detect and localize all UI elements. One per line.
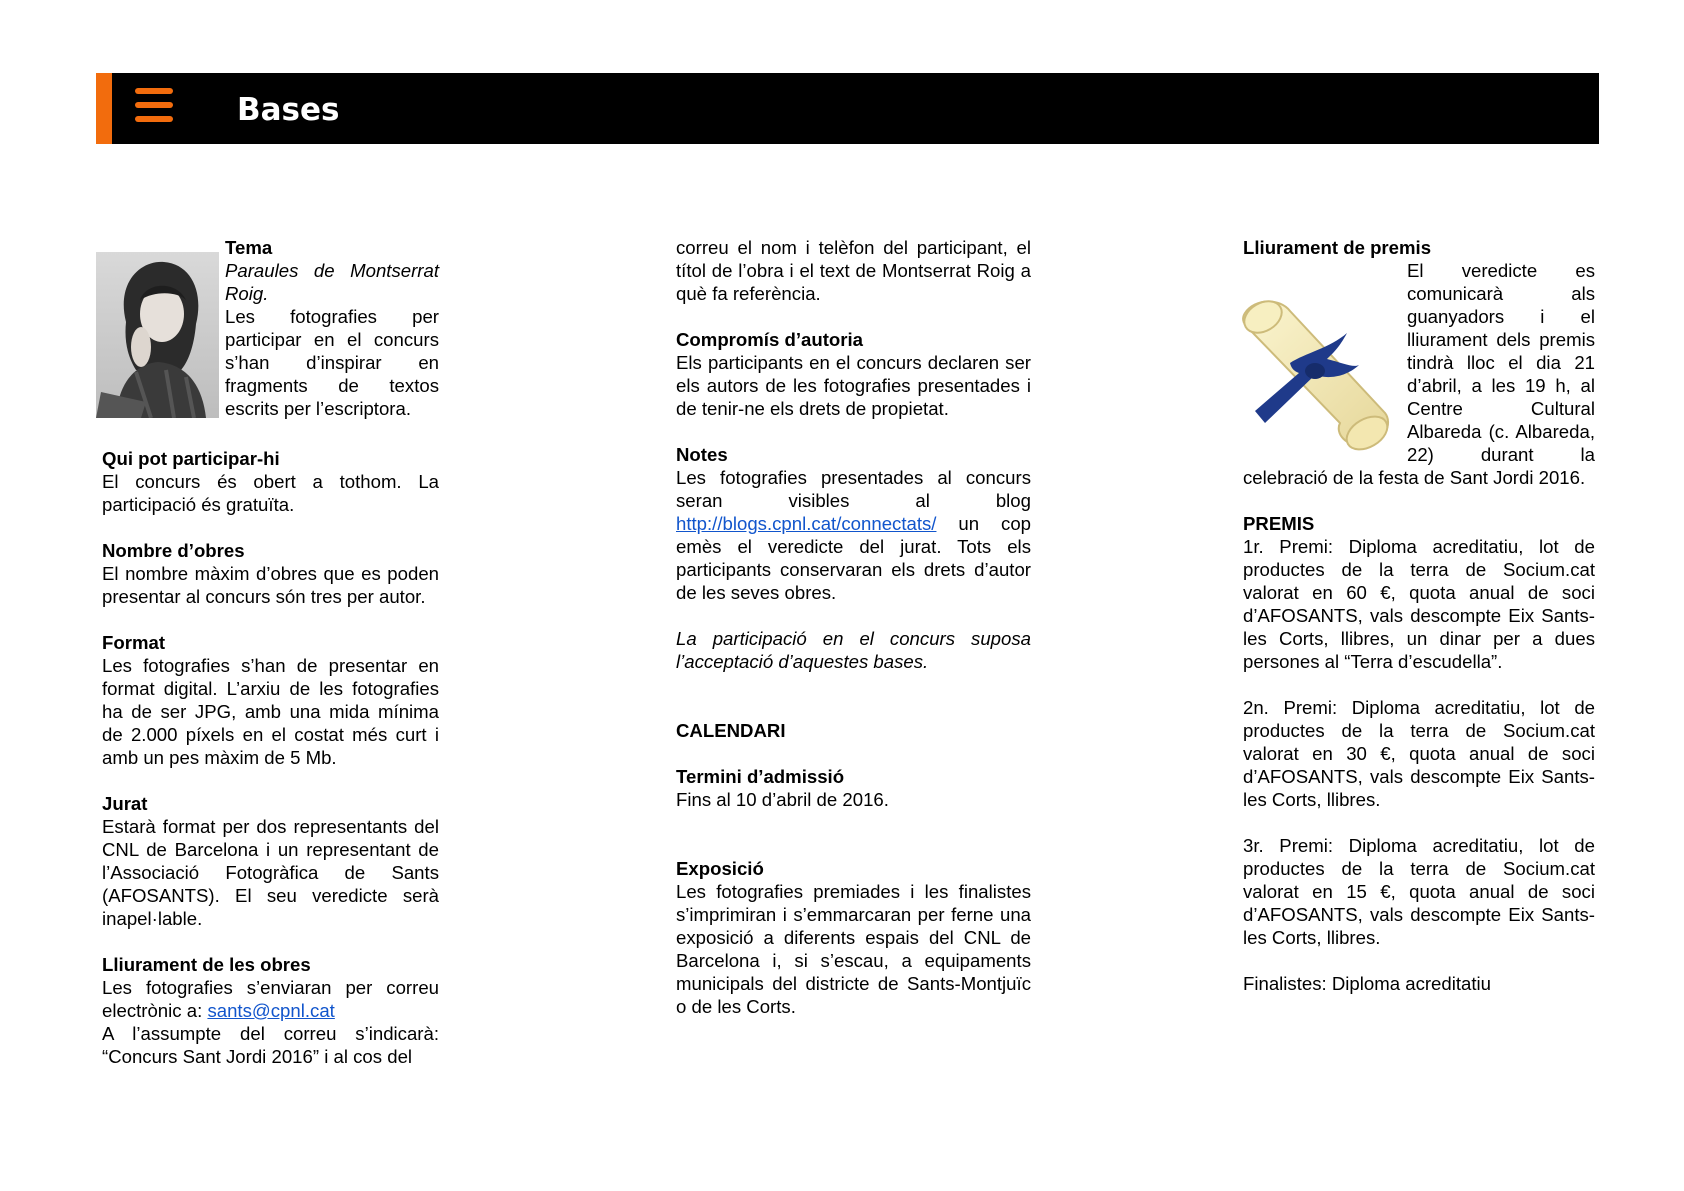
premi-2-text: 2n. Premi: Diploma acreditatiu, lot de productes de la terra de Socium.cat valorat en 30 €, quota anual de soci d’AFOSANTS, vals descompte Eix Sants-les Corts, llibres.	[1243, 697, 1595, 810]
nombre-text: El nombre màxim d’obres que es poden presentar al concurs són tres per autor.	[102, 563, 439, 607]
notes-text-before: Les fotografies presentades al concurs seran visibles al blog	[676, 467, 1031, 511]
tema-heading: Tema	[225, 237, 273, 258]
autoria-heading: Compromís d’autoria	[676, 329, 863, 350]
column-3	[1243, 236, 1595, 995]
format-heading: Format	[102, 632, 166, 653]
termini-heading: Termini d’admissió	[676, 766, 845, 787]
autoria-text: Els participants en el concurs declaren ser els autors de les fotografies presentades i de tenir-ne els drets de propietat.	[676, 352, 1031, 419]
lliurament-obres-text-before: Les fotografies s’enviaran per correu electrònic a:	[102, 977, 439, 1021]
jurat-heading: Jurat	[102, 793, 148, 814]
hamburger-menu-icon[interactable]	[135, 88, 173, 122]
continuation-text: correu el nom i telèfon del participant, el títol de l’obra i el text de Montserrat Roig a què fa referència.	[676, 237, 1031, 304]
qui-text: El concurs és obert a tothom. La participació és gratuïta.	[102, 471, 439, 515]
page-title: Bases	[237, 92, 340, 128]
lliurament-obres-heading: Lliurament de les obres	[102, 954, 311, 975]
format-text: Les fotografies s’han de presentar en format digital. L’arxiu de les fotografies ha de ser JPG, amb una mida mínima de 2.000 píxels en el costat més curt i amb un pes màxim de 5 Mb.	[102, 655, 439, 768]
column-2	[676, 236, 1031, 1018]
blog-link[interactable]: http://blogs.cpnl.cat/connectats/	[676, 513, 937, 534]
acceptacio-text: La participació en el concurs suposa l’acceptació d’aquestes bases.	[676, 628, 1031, 672]
qui-heading: Qui pot participar-hi	[102, 448, 280, 469]
lliurament-obres-text-after: A l’assumpte del correu s’indicarà: “Concurs Sant Jordi 2016” i al cos del	[102, 1023, 439, 1067]
diploma-scroll-icon	[1235, 293, 1397, 458]
email-link[interactable]: sants@cpnl.cat	[207, 1000, 335, 1021]
exposicio-heading: Exposició	[676, 858, 764, 879]
exposicio-text: Les fotografies premiades i les finalistes s’imprimiran i s’emmarcaran per ferne una exposició a diferents espais del CNL de Barcelona i, si s’escau, a equipaments municipals del districte de Sants-Montjuïc o de les Corts.	[676, 881, 1031, 1017]
montserrat-roig-portrait	[96, 252, 219, 418]
notes-text-after: un cop emès el veredicte del jurat. Tots els participants conservaran els drets d’autor de les seves obres.	[676, 513, 1031, 603]
premis-heading: PREMIS	[1243, 513, 1315, 534]
header-accent-stripe	[96, 73, 112, 144]
lliurament-obres-text	[102, 976, 439, 1022]
nombre-heading: Nombre d’obres	[102, 540, 245, 561]
column-1	[102, 236, 439, 1068]
termini-text: Fins al 10 d’abril de 2016.	[676, 789, 889, 810]
lliurament-premis-text: El veredicte es comunicarà als guanyadors i el lliurament dels premis tindrà lloc el dia 21 d’abril, a les 19 h, al Centre Cultural Albareda (c. Albareda, 22) durant la celebració de la festa de Sant Jordi 2016.	[1243, 260, 1595, 488]
notes-heading: Notes	[676, 444, 728, 465]
notes-text	[676, 466, 1031, 604]
calendari-heading: CALENDARI	[676, 720, 786, 741]
finalistes-text: Finalistes: Diploma acreditatiu	[1243, 973, 1492, 994]
tema-subtitle: Paraules de Montserrat Roig.	[225, 260, 439, 304]
lliurament-premis-heading: Lliurament de premis	[1243, 237, 1432, 258]
premi-3-text: 3r. Premi: Diploma acreditatiu, lot de productes de la terra de Socium.cat valorat en 15 €, quota anual de soci d’AFOSANTS, vals descompte Eix Sants-les Corts, llibres.	[1243, 835, 1595, 948]
premi-1-text: 1r. Premi: Diploma acreditatiu, lot de productes de la terra de Socium.cat valorat en 60 €, quota anual de soci d’AFOSANTS, vals descompte Eix Sants-les Corts, llibres, un dinar per a dues persones al “Terra d’escudella”.	[1243, 536, 1595, 672]
jurat-text: Estarà format per dos representants del CNL de Barcelona i un representant de l’Associació Fotogràfica de Sants (AFOSANTS). El seu veredicte serà inapel·lable.	[102, 816, 439, 929]
tema-text: Les fotografies per participar en el concurs s’han d’inspirar en fragments de textos escrits per l’escriptora.	[225, 306, 439, 419]
